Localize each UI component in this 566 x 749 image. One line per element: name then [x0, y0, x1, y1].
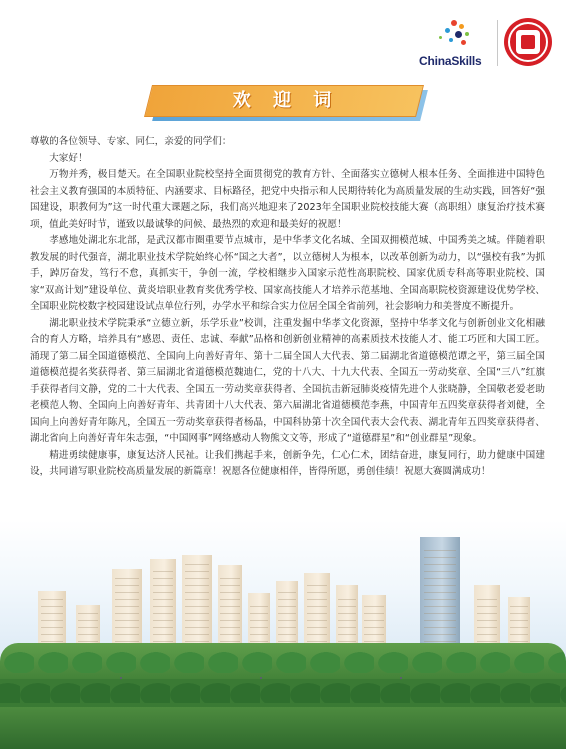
logo-divider: [497, 20, 498, 66]
greeting: 大家好！: [49, 152, 88, 164]
paragraph: 万物并秀，极目楚天。在全国职业院校坚持全面贯彻党的教育方针、全面落实立德树人根本任务、全面推进中国特色社会主义教育强国的本质特征、内涵要求、目标路径，把党中央指示和人民期待转化为高质量发展的生动实践，回答好“强国建设，职教何为”这一时代重大课题之际，我们高兴地迎来了2023年全国职业院校技能大赛（高职组）康复治疗技术赛项，值此美好时节，谨致以最诚挚的问候、最热烈的欢迎和最美好的祝愿！: [30, 169, 545, 230]
chinaskills-logo: [411, 8, 497, 74]
paragraph: 孝感地处湖北东北部，是武汉都市圈重要节点城市，是中华孝文化名城、全国双拥模范城、中国秀美之城。伴随着职教发展的时代强音，湖北职业技术学院始终心怀“国之大者”，以立德树人为根本，以改革创新为动力，以“强校有我”为抓手，踔厉奋发，笃行不怠，真抓实干，争创一流，学校相继步入国家示范性高职院校、国家优质专科高等职业院校、国家“双高计划”建设单位、黄炎培职业教育奖优秀学校、国家高技能人才培养示范基地、全国高职院校资源建设优势学校、全国职业院校数字校园建设试点单位行列，办学水平和综合实力位居全国全省前列，社会影响力和美誉度不断提升。: [30, 235, 545, 312]
chinaskills-dots-icon: [425, 20, 477, 50]
letter-body: [30, 134, 545, 481]
closing-paragraph: 精进勇续健康事，康复达济人民祉。让我们携起手来，创新争先，仁心仁术，团结奋进，康复同行，助力健康中国建设，共同谱写职业院校高质量发展的新篇章！祝愿各位健康相伴，皆得所愿，勇创佳绩！祝愿大赛圆满成功！: [30, 449, 545, 477]
page-title: 欢 迎 词: [232, 90, 340, 111]
header-logos: [411, 8, 552, 74]
salutation: 尊敬的各位领导、专家、同仁，亲爱的同学们：: [30, 136, 232, 147]
title-banner: [148, 85, 428, 121]
college-seal-icon: [504, 18, 552, 66]
paragraph: 湖北职业技术学院秉承“立德立新，乐学乐业”校训，注重发掘中华孝文化资源，坚持中华孝文化与创新创业文化相融合的育人方略，培养具有“感恩、责任、忠诚、奉献”品格和创新创业精神的高素质技术技能人才、能工巧匠和大国工匠。涌现了第二届全国道德模范、全国向上向善好青年、第十二届全国人大代表、第二届湖北省道德模范谭之平，第三届全国道德模范提名奖获得者、第三届湖北省道德模范魏迪仁，党的十八大、十九大代表、全国五一劳动奖章、全国“三八”红旗手获得者闫文静，党的二十大代表、全国五一劳动奖章获得者、全国抗击新冠肺炎疫情先进个人张晓静，全国敬老爱老助老模范人物、全国向上向善好青年、共青团十八大代表、第六届湖北省道德模范李燕，中国青年五四奖章获得者刘健，全国向上向善好青年陈凡，全国五一劳动奖章获得者杨晶，中国科协第十次全国代表大会代表、湖北青年五四奖章获得者、湖北省向上向善好青年朱志强，“中国网事”网络感动人物熊文文等，形成了“道德群星”和“创业群星”现象。: [30, 317, 545, 444]
city-skyline-illustration: [0, 520, 566, 749]
brand-text: ChinaSkills: [419, 54, 482, 68]
